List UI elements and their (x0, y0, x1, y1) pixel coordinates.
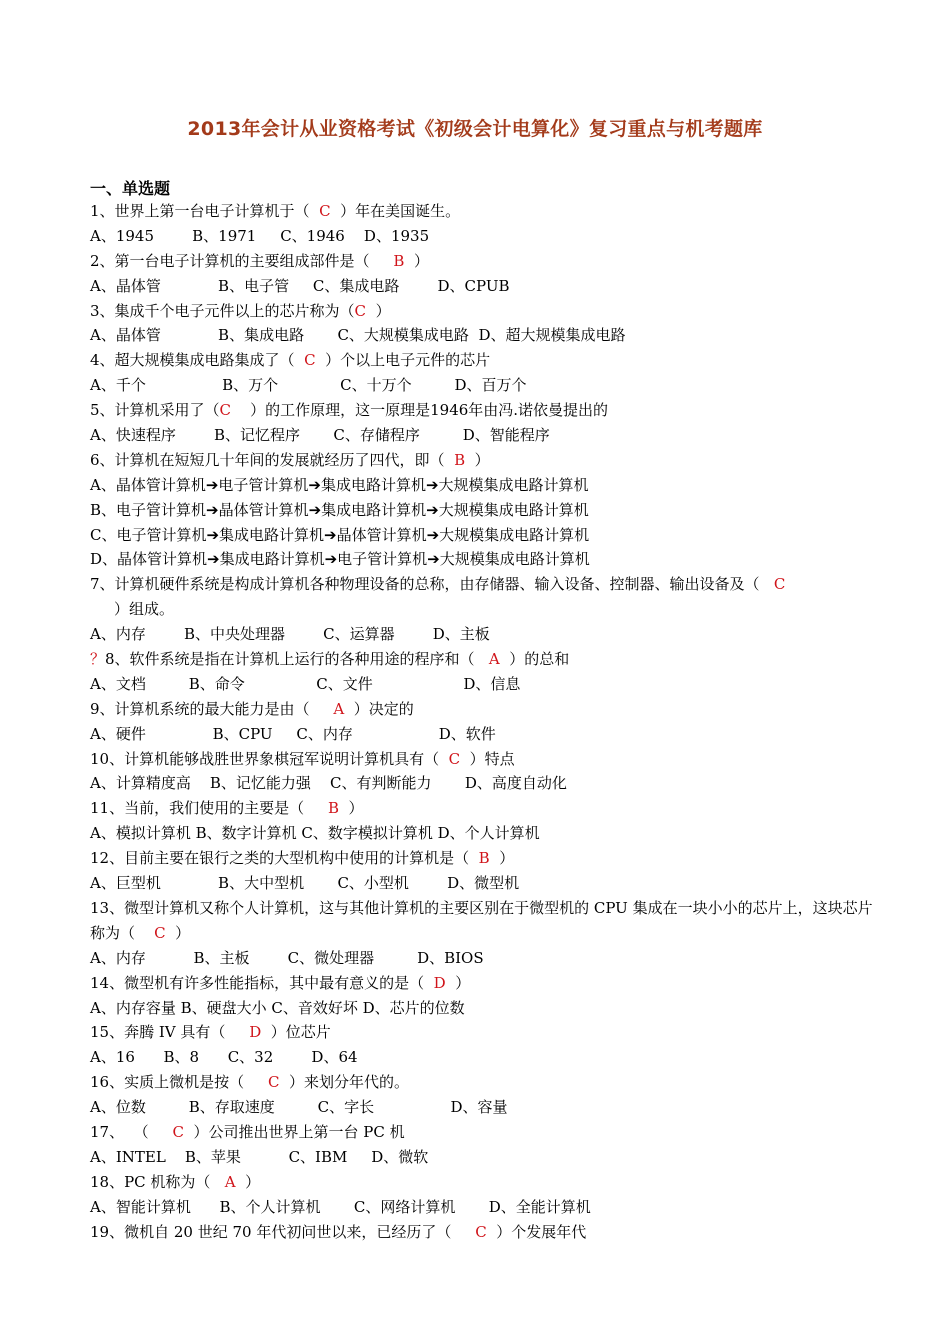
text-line (90, 1120, 880, 1145)
text-line (90, 1095, 880, 1120)
line-text: 7、计算机硬件系统是构成计算机各种物理设备的总称，由存储器、输入设备、控制器、输出设备及（ (90, 575, 774, 594)
line-text: A、16 B、8 C、32 D、64 (90, 1048, 358, 1067)
line-text: A、模拟计算机 B、数字计算机 C、数字模拟计算机 D、个人计算机 (90, 824, 540, 843)
text-line (90, 796, 880, 821)
line-text: A、文档 B、命令 C、文件 D、信息 (90, 674, 521, 693)
line-text: A、巨型机 B、大中型机 C、小型机 D、微型机 (90, 874, 520, 893)
line-text: ）的工作原理，这一原理是1946年由冯.诺依曼提出的 (231, 401, 609, 420)
line-text: 14、微型机有许多性能指标，其中最有意义的是（ (90, 973, 434, 992)
line-text: ）的总和 (499, 650, 570, 669)
line-text: ）位芯片 (261, 1023, 331, 1042)
text-line (90, 448, 880, 473)
text-line (90, 1170, 880, 1195)
line-text: A、内存 B、主板 C、微处理器 D、BIOS (90, 948, 484, 967)
text-line (90, 224, 880, 249)
line-text: B、电子管计算机➔晶体管计算机➔集成电路计算机➔大规模集成电路计算机 (90, 500, 589, 519)
line-text: 10、计算机能够战胜世界象棋冠军说明计算机具有（ (90, 749, 449, 768)
text-line (90, 523, 880, 548)
answer-mark: C (448, 749, 461, 768)
line-text: ） (235, 1172, 261, 1191)
text-line (90, 946, 880, 971)
answer-mark: A (333, 699, 345, 718)
line-text: 12、目前主要在银行之类的大型机构中使用的计算机是（ (90, 849, 479, 868)
answer-mark: D (433, 973, 446, 992)
line-text: ）特点 (460, 749, 515, 768)
text-line (90, 896, 880, 946)
line-text: ） (165, 923, 191, 942)
line-text: 5、计算机采用了（ (90, 401, 220, 420)
text-line (90, 996, 880, 1021)
text-line (90, 398, 880, 423)
text-line (90, 547, 880, 572)
text-line (90, 771, 880, 796)
line-text: 17、 （ (90, 1122, 173, 1141)
line-text: ） (366, 301, 391, 320)
line-text: A、计算精度高 B、记忆能力强 C、有判断能力 D、高度自动化 (90, 774, 567, 793)
answer-mark: C (219, 401, 232, 420)
line-text: A、千个 B、万个 C、十万个 D、百万个 (90, 376, 527, 395)
text-line (90, 473, 880, 498)
line-text: D、晶体管计算机➔集成电路计算机➔电子管计算机➔大规模集成电路计算机 (90, 550, 590, 569)
line-text: ）年在美国诞生。 (330, 202, 461, 220)
line-text: A、晶体管 B、集成电路 C、大规模集成电路 D、超大规模集成电路 (90, 326, 626, 345)
answer-mark: B (393, 251, 405, 270)
text-line (90, 971, 880, 996)
line-text: 11、当前，我们使用的主要是（ (90, 799, 328, 818)
answer-mark: C (304, 351, 316, 370)
line-text: ） (465, 450, 490, 469)
document-title: 2013年会计从业资格考试《初级会计电算化》复习重点与机考题库 (187, 118, 763, 140)
line-text: ） (445, 973, 471, 992)
answer-mark: D (249, 1023, 262, 1042)
text-line (90, 597, 880, 622)
text-line (90, 647, 880, 672)
line-text: ）决定的 (344, 699, 414, 718)
line-text: ）个发展年代 (486, 1222, 587, 1241)
line-text: 9、计算机系统的最大能力是由（ (90, 699, 334, 718)
line-text: A、内存容量 B、硬盘大小 C、音效好坏 D、芯片的位数 (90, 998, 465, 1017)
text-line (90, 722, 880, 747)
answer-mark: B (327, 799, 339, 818)
line-text: 19、微机自 20 世纪 70 年代初问世以来，已经历了（ (90, 1222, 476, 1241)
line-text: ）组成。 (114, 600, 175, 619)
line-text: A、1945 B、1971 C、1946 D、1935 (90, 226, 430, 245)
text-line (90, 572, 880, 597)
answer-mark: C (354, 301, 367, 320)
line-text: 2、第一台电子计算机的主要组成部件是（ (90, 251, 394, 270)
line-text: 4、超大规模集成电路集成了（ (90, 351, 305, 370)
line-text: 18、PC 机称为（ (90, 1172, 225, 1191)
text-line (90, 1045, 880, 1070)
line-text: A、位数 B、存取速度 C、字长 D、容量 (90, 1098, 508, 1117)
answer-mark: B (478, 849, 490, 868)
question-mark-flag: ？ (90, 650, 106, 669)
text-line (90, 373, 880, 398)
answer-mark: C (267, 1073, 280, 1092)
text-line (90, 747, 880, 772)
answer-mark: A (224, 1172, 236, 1191)
line-text: A、内存 B、中央处理器 C、运算器 D、主板 (90, 625, 490, 644)
text-line (90, 299, 880, 324)
line-text: A、INTEL B、苹果 C、IBM D、微软 (90, 1147, 429, 1166)
text-line (90, 1195, 880, 1220)
text-line (90, 274, 880, 299)
text-line (90, 1220, 880, 1245)
line-text: 16、实质上微机是按（ (90, 1073, 268, 1092)
text-line (90, 672, 880, 697)
answer-mark: C (172, 1122, 184, 1141)
answer-mark: B (454, 450, 466, 469)
line-text: 13、微型计算机又称个人计算机，这与其他计算机的主要区别在于微型机的 CPU 集成在一块小小的芯片上，这块芯片称为（ (90, 898, 873, 942)
line-text: A、晶体管计算机➔电子管计算机➔集成电路计算机➔大规模集成电路计算机 (90, 475, 589, 494)
answer-mark: C (475, 1222, 487, 1241)
line-text: 6、计算机在短短几十年间的发展就经历了四代，即（ (90, 450, 455, 469)
line-text: A、晶体管 B、电子管 C、集成电路 D、CPUB (90, 276, 510, 295)
text-line (90, 199, 880, 224)
text-line (90, 846, 880, 871)
line-text: ） (404, 251, 429, 270)
line-text: 15、奔腾 IV 具有（ (90, 1023, 250, 1042)
answer-mark: C (154, 923, 166, 942)
line-text: ） (489, 849, 515, 868)
text-line (90, 1020, 880, 1045)
text-line (90, 821, 880, 846)
text-line (90, 348, 880, 373)
answer-mark: A (488, 650, 500, 669)
text-line (90, 622, 880, 647)
line-text: A、快速程序 B、记忆程序 C、存储程序 D、智能程序 (90, 426, 550, 445)
text-line (90, 423, 880, 448)
text-line (90, 498, 880, 523)
question-list (90, 199, 880, 1244)
text-line (90, 323, 880, 348)
line-text: ）公司推出世界上第一台 PC 机 (183, 1122, 405, 1141)
text-line (90, 249, 880, 274)
line-text: 8、软件系统是指在计算机上运行的各种用途的程序和（ (105, 650, 489, 669)
text-line (90, 871, 880, 896)
answer-mark: C (319, 202, 331, 220)
line-text: A、硬件 B、CPU C、内存 D、软件 (90, 724, 496, 743)
answer-mark: C (773, 575, 786, 594)
line-text: A、智能计算机 B、个人计算机 C、网络计算机 D、全能计算机 (90, 1197, 591, 1216)
line-text: C、电子管计算机➔集成电路计算机➔晶体管计算机➔大规模集成电路计算机 (90, 525, 590, 544)
line-text: 1、世界上第一台电子计算机于（ (90, 202, 320, 220)
section-heading: 一、单选题 (90, 179, 171, 198)
text-line (90, 697, 880, 722)
line-text: ）个以上电子元件的芯片 (315, 351, 491, 370)
text-line (90, 1070, 880, 1095)
line-text: ） (338, 799, 364, 818)
text-line (90, 1145, 880, 1170)
line-text: ）来划分年代的。 (279, 1073, 409, 1092)
line-text: 3、集成千个电子元件以上的芯片称为（ (90, 301, 355, 320)
